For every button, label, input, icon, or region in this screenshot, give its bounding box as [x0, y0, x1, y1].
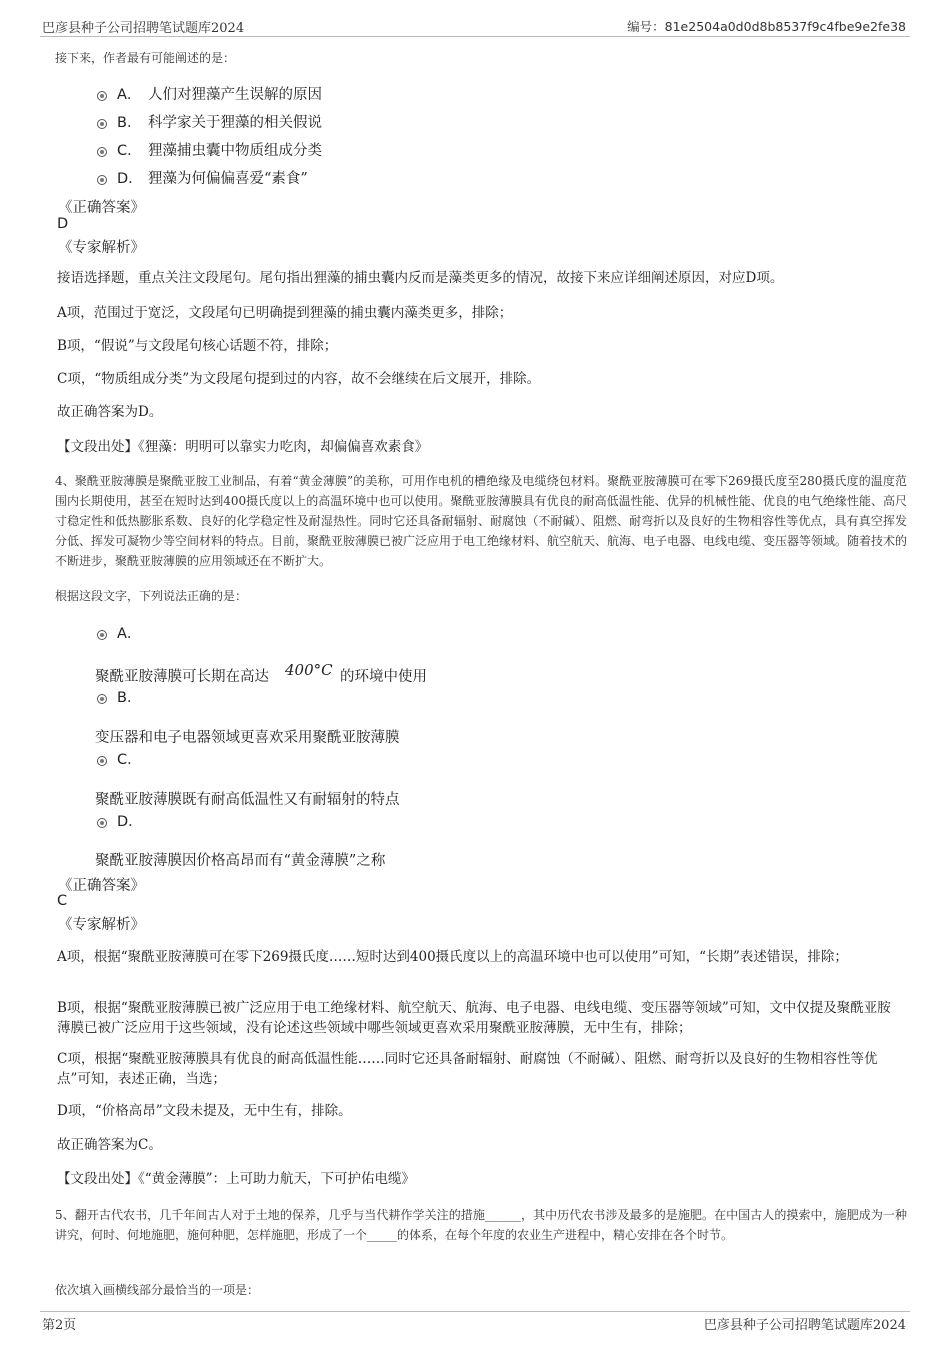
header-title: 巴彦县种子公司招聘笔试题库2024	[42, 21, 245, 36]
q3-answer: D	[57, 216, 69, 232]
radio-icon[interactable]	[97, 119, 107, 129]
q3-prompt: 接下来，作者最有可能阐述的是：	[55, 51, 236, 65]
radio-icon[interactable]	[97, 91, 107, 101]
q4-analysis-label: 《专家解析》	[58, 917, 145, 933]
radio-icon[interactable]	[97, 756, 107, 766]
q3-analysis-2: A项，范围过于宽泛，文段尾句已明确提到狸藻的捕虫囊内藻类更多，排除；	[57, 305, 513, 321]
q4-analysis-d: D项，“价格高昂”文段未提及，无中生有，排除。	[57, 1103, 352, 1119]
option-letter: A．	[117, 626, 142, 642]
q3-analysis-3: B项，“假说”与文段尾句核心话题不符，排除；	[57, 338, 338, 354]
footer-rule	[40, 1311, 910, 1312]
q4-passage: 4、聚酰亚胺薄膜是聚酰亚胺工业制品，有着“黄金薄膜”的美称，可用作电机的槽绝缘及电缆绕包材料。聚酰亚胺薄膜可在零下269摄氏度至280摄氏度的温度范围内长期使用，甚至在短时达到400摄氏度以上的高温环境中也可以使用。聚酰亚胺薄膜具有优良的耐高低温性能、优异的机械性能、优良的电气绝缘性能、高尺寸稳定性和低热膨胀系数、良好的化学稳定性及耐湿热性。同时它还具备耐辐射、耐腐蚀（不耐碱）、阻燃、耐弯折以及良好的生物相容性等优点，具有真空挥发分低、挥发可凝物少等空间材料的特点。目前，聚酰亚胺薄膜已被广泛应用于电工绝缘材料、航空航天、航海、电子电器、电线电缆、变压器等领域。随着技术的不断进步，聚酰亚胺薄膜的应用领域还在不断扩大。	[55, 474, 908, 568]
option-letter: C．	[117, 752, 142, 768]
option-text: 科学家关于狸藻的相关假说	[148, 115, 322, 131]
header-rule	[40, 36, 910, 37]
q5-prompt: 依次填入画横线部分最恰当的一项是：	[55, 1283, 260, 1297]
q4-analysis-a: A项，根据“聚酰亚胺薄膜可在零下269摄氏度……短时达到400摄氏度以上的高温环境中也可以使用”可知，“长期”表述错误，排除；	[57, 949, 848, 965]
q3-answer-label: 《正确答案》	[58, 200, 145, 216]
footer-title: 巴彦县种子公司招聘笔试题库2024	[703, 1318, 906, 1333]
option-letter: C．	[117, 143, 142, 159]
radio-icon[interactable]	[97, 175, 107, 185]
option-text-before: 聚酰亚胺薄膜可长期在高达	[95, 669, 269, 685]
option-letter: D．	[117, 814, 143, 830]
q5-passage: 5、翻开古代农书，几千年间古人对于土地的保养，几乎与当代耕作学关注的措施______，其中历代农书涉及最多的是施肥。在中国古人的摸索中，施肥成为一种讲究，何时、何地施肥，施何种肥，怎样施肥，形成了一个_____的体系，在每个年度的农业生产进程中，精心安排在各个时节。	[55, 1208, 907, 1242]
q4-analysis-b: B项，根据“聚酰亚胺薄膜已被广泛应用于电工绝缘材料、航空航天、航海、电子电器、电线电缆、变压器等领域”可知，文中仅提及聚酰亚胺薄膜已被广泛应用于这些领域，没有论述这些领域中哪些领域更喜欢采用聚酰亚胺薄膜，无中生有，排除；	[57, 1000, 891, 1036]
q4-answer-label: 《正确答案》	[58, 878, 145, 894]
option-text-after: 的环境中使用	[340, 669, 427, 685]
option-letter: A．	[117, 87, 142, 103]
q4-source: 【文段出处】《“黄金薄膜”：上可助力航天，下可护佑电缆》	[57, 1171, 416, 1187]
option-text: 狸藻捕虫囊中物质组成分类	[148, 143, 322, 159]
q3-analysis-4: C项，“物质组成分类”为文段尾句提到过的内容，故不会继续在后文展开，排除。	[57, 371, 541, 387]
radio-icon[interactable]	[97, 694, 107, 704]
option-text: 聚酰亚胺薄膜因价格高昂而有“黄金薄膜”之称	[95, 853, 386, 869]
radio-icon[interactable]	[97, 818, 107, 828]
option-letter: B．	[117, 690, 142, 706]
radio-icon[interactable]	[97, 630, 107, 640]
page-number: 第2页	[42, 1318, 77, 1333]
option-letter: D．	[117, 171, 143, 187]
q3-source: 【文段出处】《狸藻：明明可以靠实力吃肉，却偏偏喜欢素食》	[57, 439, 429, 455]
q4-analysis-conclusion: 故正确答案为C。	[57, 1137, 162, 1153]
document-code: 编号：81e2504a0d0d8b8537f9c4fbe9e2fe38	[627, 19, 906, 34]
q4-analysis-c: C项，根据“聚酰亚胺薄膜具有优良的耐高低温性能……同时它还具备耐辐射、耐腐蚀（不耐碱）、阻燃、耐弯折以及良好的生物相容性等优点”可知，表述正确，当选；	[57, 1051, 878, 1087]
q3-analysis-label: 《专家解析》	[58, 240, 145, 256]
option-text: 人们对狸藻产生误解的原因	[148, 87, 322, 103]
q3-analysis-5: 故正确答案为D。	[57, 404, 163, 420]
option-text: 狸藻为何偏偏喜爱“素食”	[148, 171, 308, 187]
radio-icon[interactable]	[97, 147, 107, 157]
option-text: 变压器和电子电器领域更喜欢采用聚酰亚胺薄膜	[95, 730, 400, 746]
q3-analysis-1: 接语选择题，重点关注文段尾句。尾句指出狸藻的捕虫囊内反而是藻类更多的情况，故接下来应详细阐述原因，对应D项。	[57, 270, 784, 286]
option-letter: B．	[117, 115, 142, 131]
q4-answer: C	[57, 893, 68, 909]
q4-prompt: 根据这段文字，下列说法正确的是：	[55, 589, 248, 603]
temperature-formula: 400°C	[285, 661, 333, 679]
option-text: 聚酰亚胺薄膜既有耐高低温性又有耐辐射的特点	[95, 792, 400, 808]
